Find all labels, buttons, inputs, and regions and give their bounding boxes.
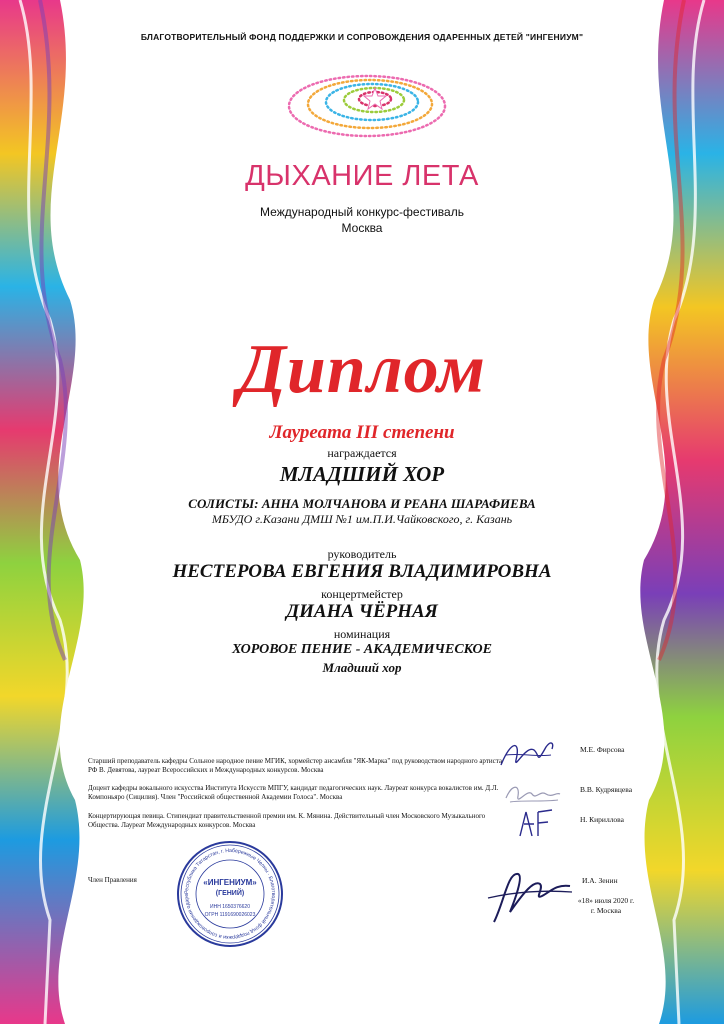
board-member-label: Член Правления	[88, 876, 137, 884]
nomination-name: ХОРОВОЕ ПЕНИЕ - АКАДЕМИЧЕСКОЕ	[232, 642, 492, 657]
stamp-center-line2: (ГЕНИЙ)	[215, 890, 245, 897]
signature-firsova	[496, 735, 556, 775]
event-subtitle-block	[0, 204, 724, 236]
nomination-label: номинация	[333, 627, 391, 641]
diploma-title: Диплом	[238, 331, 486, 408]
event-subtitle: Международный конкурс-фестиваль	[260, 205, 464, 219]
jury-name-2: В.В. Кудрявцева	[580, 785, 633, 794]
jury-desc-3: Концертирующая певица. Стипендиат правительственной премии им. К. Мянина. Действительный член Московского Музыкального Общества. Лауреат Международных конкурсов. Москва	[88, 812, 486, 829]
award-date: «18» июля 2020 г.	[577, 896, 635, 905]
awarded-label: награждается	[327, 446, 397, 460]
leader-label: руководитель	[327, 547, 397, 561]
institution-line: МБУДО г.Казани ДМШ №1 им.П.И.Чайковского, г. Казань	[211, 512, 513, 526]
diploma-degree: Лауреата III степени	[269, 422, 455, 443]
group-name: Младший хор	[322, 660, 402, 675]
event-city: Москва	[341, 221, 383, 235]
jury-desc-1: Старший преподаватель кафедры Сольное народное пение МГИК, хормейстер ансамбля "ЯК-Марка" под руководством народного артиста РФ В. Девятова, лауреат Всероссийских и Международных конкурсов. Москва	[88, 757, 502, 774]
recipient-name: МЛАДШИЙ ХОР	[279, 462, 445, 486]
jury-name-3: Н. Кириллова	[580, 815, 624, 824]
jury-desc-2: Доцент кафедры вокального искусства Института Искусств МПГУ, кандидат педагогических наук. Лауреат конкурса вокалистов им. Д.Л. Компоньяро (Сицилия). Член "Российской общественной Академии Голоса". Москва	[88, 784, 499, 801]
award-date-block	[566, 896, 646, 916]
leader-name: НЕСТЕРОВА ЕВГЕНИЯ ВЛАДИМИРОВНА	[172, 561, 552, 582]
jury-name-1: М.Е. Фирсова	[580, 745, 625, 754]
stamp-ring-text: Республика Татарстан, г. Набережные Челны · Благотворительный фонд поддержки и сопровождения одаре	[183, 847, 277, 941]
soloists-line: СОЛИСТЫ: АННА МОЛЧАНОВА И РЕАНА ШАРАФИЕВА	[188, 496, 536, 511]
festival-swirl-logo	[282, 64, 452, 154]
event-title: ДЫХАНИЕ ЛЕТА	[245, 160, 479, 192]
board-member-name: И.А. Зенин	[582, 876, 618, 885]
accompanist-label: концертмейстер	[321, 587, 403, 601]
accompanist-name: ДИАНА ЧЁРНАЯ	[286, 601, 438, 622]
stamp-ogrn: ОГРН 1191690026023	[204, 912, 256, 918]
stamp-center-line1: «ИНГЕНИУМ»	[203, 878, 257, 887]
award-city: г. Москва	[590, 906, 622, 915]
signature-kirillova	[512, 806, 560, 842]
stamp-inn: ИНН 1650376620	[209, 904, 251, 910]
signature-kudryavtseva	[502, 776, 562, 810]
foundation-round-stamp	[176, 840, 284, 948]
signature-zenin	[484, 862, 574, 928]
foundation-name: БЛАГОТВОРИТЕЛЬНЫЙ ФОНД ПОДДЕРЖКИ И СОПРОВОЖДЕНИЯ ОДАРЕННЫХ ДЕТЕЙ "ИНГЕНИУМ"	[140, 32, 584, 42]
